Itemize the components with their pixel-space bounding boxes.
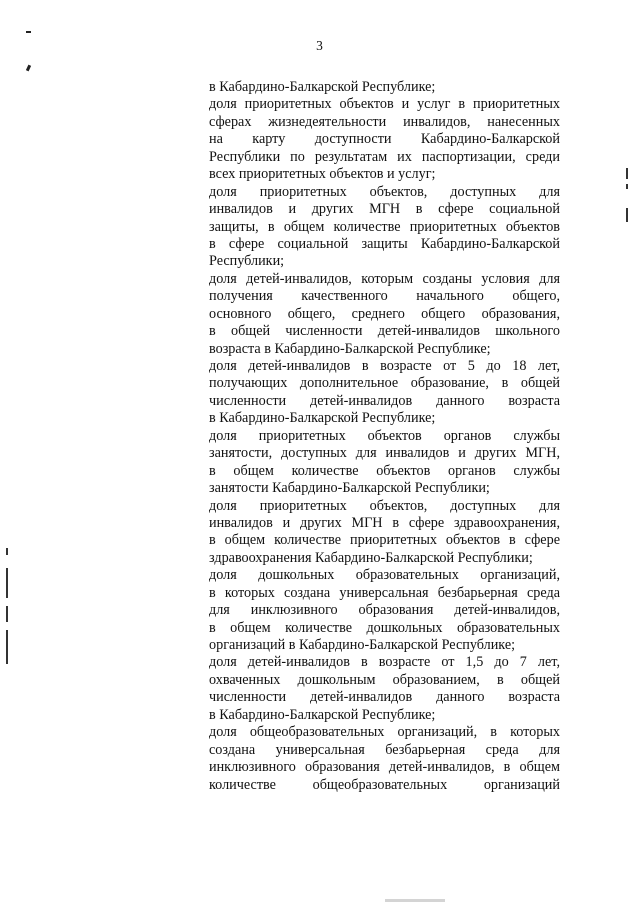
text-line: получающих дополнительное образование, в общей: [209, 375, 560, 392]
text-line: доля дошкольных образовательных организаций,: [209, 567, 560, 584]
text-line: в общей численности детей-инвалидов школьного: [209, 323, 560, 340]
text-line: на карту доступности Кабардино-Балкарской: [209, 131, 560, 148]
text-line: инвалидов и других МГН в сфере социальной: [209, 201, 560, 218]
scan-edge-mark: [6, 606, 8, 622]
scan-edge-mark: [6, 548, 8, 555]
text-line: доля общеобразовательных организаций, в которых: [209, 724, 560, 741]
scan-edge-mark: [626, 184, 628, 189]
scan-edge-mark: [626, 208, 628, 222]
text-line: Республики по результатам их паспортизации, среди: [209, 148, 560, 165]
text-line: доля приоритетных объектов, доступных для: [209, 497, 560, 514]
text-line: в общем количестве дошкольных образовательных: [209, 619, 560, 636]
text-line: в которых создана универсальная безбарьерная среда: [209, 584, 560, 601]
scan-smudge: [385, 899, 445, 902]
text-line: Республики;: [209, 253, 285, 270]
text-line: защиты, в общем количестве приоритетных объектов: [209, 218, 560, 235]
scan-speck: [26, 65, 31, 72]
text-line: в общем количестве приоритетных объектов в сфере: [209, 532, 560, 549]
page-number: 3: [316, 38, 323, 53]
text-line: инклюзивного образования детей-инвалидов, в общем: [209, 759, 560, 776]
scan-speck: [26, 31, 31, 33]
text-line: возраста в Кабардино-Балкарской Республике;: [209, 340, 491, 357]
text-line: доля приоритетных объектов и услуг в приоритетных: [209, 96, 560, 113]
text-line: доля детей-инвалидов в возрасте от 5 до 18 лет,: [209, 358, 560, 374]
text-line: основного общего, среднего общего образования,: [209, 305, 560, 322]
text-line: в Кабардино-Балкарской Республике;: [209, 79, 436, 95]
text-line: численности детей-инвалидов данного возраста: [209, 689, 560, 706]
scan-edge-mark: [6, 568, 8, 598]
text-line: организаций в Кабардино-Балкарской Республике;: [209, 637, 516, 653]
text-line: в Кабардино-Балкарской Республике;: [209, 410, 436, 427]
text-line: доля детей-инвалидов в возрасте от 1,5 до 7 лет,: [209, 654, 560, 671]
text-line: для инклюзивного образования детей-инвалидов,: [209, 602, 560, 619]
text-line: численности детей-инвалидов данного возраста: [209, 392, 560, 409]
text-line: количестве общеобразовательных организаций: [209, 776, 560, 793]
text-line: доля детей-инвалидов, которым созданы условия для: [209, 270, 560, 287]
text-line: доля приоритетных объектов, доступных для: [209, 183, 560, 200]
scan-edge-mark: [626, 168, 628, 179]
text-line: в Кабардино-Балкарской Республике;: [209, 706, 436, 723]
text-line: получения качественного начального общего,: [209, 288, 560, 305]
text-line: охваченных дошкольным образованием, в общей: [209, 671, 560, 688]
scan-edge-mark: [6, 630, 8, 664]
text-line: в общем количестве объектов органов службы: [209, 462, 560, 479]
text-line: в сфере социальной защиты Кабардино-Балкарской: [209, 235, 560, 252]
text-line: доля приоритетных объектов органов службы: [209, 427, 560, 444]
text-line: всех приоритетных объектов и услуг;: [209, 166, 436, 183]
text-line: занятости, доступных для инвалидов и других МГН,: [209, 445, 560, 462]
text-line: здравоохранения Кабардино-Балкарской Республики;: [209, 549, 533, 566]
body-text: [209, 79, 560, 794]
text-line: сферах жизнедеятельности инвалидов, нанесенных: [209, 113, 560, 130]
text-line: создана универсальная безбарьерная среда для: [209, 741, 560, 758]
text-line: занятости Кабардино-Балкарской Республики;: [209, 480, 490, 497]
text-line: инвалидов и других МГН в сфере здравоохранения,: [209, 514, 560, 531]
